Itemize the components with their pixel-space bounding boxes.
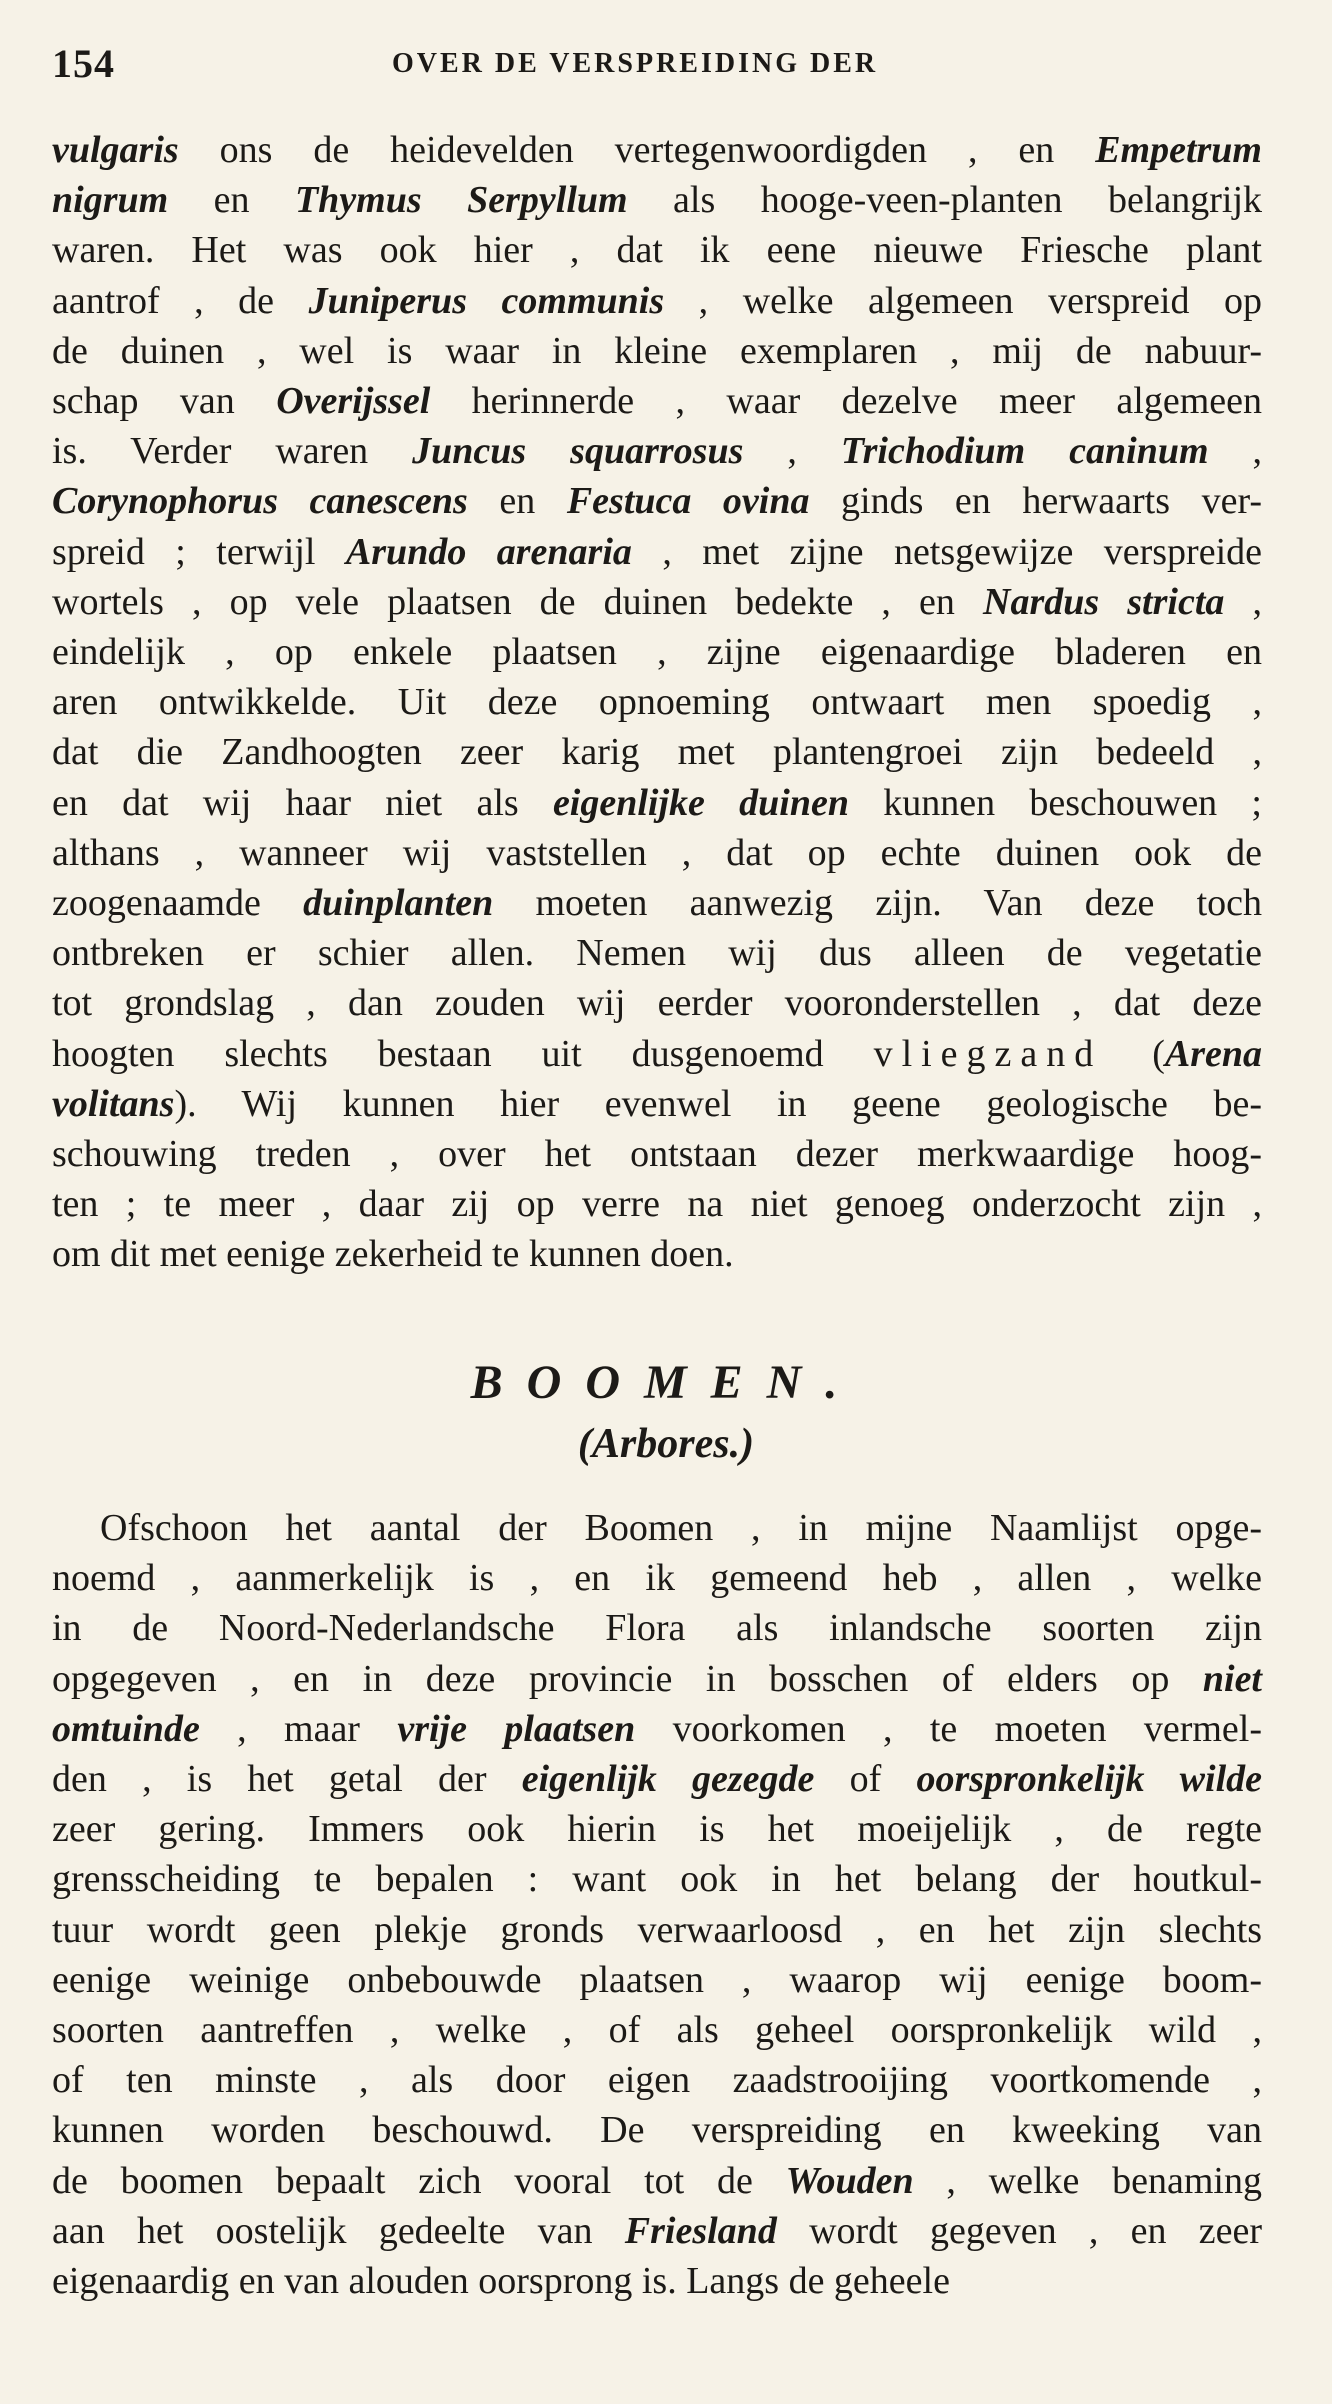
text-run: grensscheiding te bepalen : want ook in het belang der houtkul- — [52, 1858, 1262, 1901]
italic-term: omtuinde — [52, 1707, 200, 1750]
text-run: spreid ; terwijl — [52, 530, 346, 573]
text-line — [52, 476, 1262, 526]
italic-term: duinplanten — [303, 882, 494, 925]
text-run: in de Noord-Nederlandsche Flora als inlandsche soorten zijn — [52, 1607, 1262, 1650]
italic-term: volitans — [52, 1082, 175, 1125]
italic-term: Nardus stricta — [983, 580, 1225, 623]
paragraph-dune-vegetation — [52, 125, 1262, 1280]
text-run: , maar — [199, 1707, 398, 1750]
italic-term: nigrum — [52, 179, 169, 222]
text-run: , met zijne netsgewijze verspreide — [631, 530, 1262, 573]
italic-term: Arena — [1164, 1032, 1262, 1075]
text-line — [52, 1029, 1262, 1079]
italic-term: eigenlijk gezegde — [521, 1758, 815, 1801]
text-run: of ten minste , als door eigen zaadstrooijing voortkomende , — [52, 2059, 1262, 2102]
text-line — [52, 878, 1262, 928]
text-run: ontbreken er schier allen. Nemen wij dus alleen de vegetatie — [52, 932, 1262, 975]
paragraph-trees — [52, 1503, 1262, 2306]
text-run: eigenaardig en van alouden oorsprong is. Langs de geheele — [52, 2260, 950, 2303]
text-line — [52, 677, 1262, 727]
text-run: zeer gering. Immers ook hierin is het moeijelijk , de regte — [52, 1808, 1262, 1851]
text-line — [52, 2156, 1262, 2206]
text-line — [52, 778, 1262, 828]
text-run: opgegeven , en in deze provincie in bosschen of elders op — [52, 1657, 1203, 1700]
text-line — [52, 1129, 1262, 1179]
text-run: ons de heidevelden vertegenwoordigden , en — [178, 129, 1096, 171]
text-run: ten ; te meer , daar zij op verre na niet genoeg onderzocht zijn , — [52, 1183, 1262, 1226]
text-line — [52, 527, 1262, 577]
text-run: waren. Het was ook hier , dat ik eene nieuwe Friesche plant — [52, 229, 1262, 272]
text-line — [52, 1955, 1262, 2005]
text-run: en — [467, 480, 567, 523]
text-line — [52, 1704, 1262, 1754]
text-line — [52, 928, 1262, 978]
text-run: den , is het getal der — [52, 1758, 522, 1801]
text-run: schouwing treden , over het ontstaan dezer merkwaardige hoog- — [52, 1133, 1262, 1176]
text-run: om dit met eenige zekerheid te kunnen doen. — [52, 1233, 734, 1276]
section-subtitle: (Arbores.) — [577, 1421, 755, 1467]
text-run: wordt gegeven , en zeer — [776, 2209, 1262, 2252]
text-line — [52, 1229, 1262, 1279]
text-line — [52, 1553, 1262, 1603]
text-run: moeten aanwezig zijn. Van deze toch — [493, 882, 1263, 925]
text-line — [52, 1854, 1262, 1904]
text-line — [52, 1079, 1262, 1129]
text-line — [52, 426, 1262, 476]
text-run: of — [814, 1758, 917, 1801]
text-run: kunnen worden beschouwd. De verspreiding en kweeking van — [52, 2109, 1262, 2152]
italic-term: oorspronkelijk wilde — [916, 1758, 1262, 1801]
text-run: ginds en herwaarts ver- — [809, 480, 1262, 523]
italic-term: Thymus Serpyllum — [294, 179, 628, 222]
text-line — [52, 828, 1262, 878]
text-run: tot grondslag , dan zouden wij eerder vooronderstellen , dat deze — [52, 982, 1262, 1025]
text-run: schap van — [52, 380, 277, 423]
italic-term: Empetrum — [1095, 129, 1262, 171]
text-run: , — [1208, 430, 1263, 473]
text-line — [52, 577, 1262, 627]
text-line — [52, 627, 1262, 677]
text-run: aantrof , de — [52, 279, 309, 322]
text-run: de duinen , wel is waar in kleine exemplaren , mij de nabuur- — [52, 329, 1262, 372]
italic-term: eigenlijke duinen — [552, 781, 849, 824]
text-run: de boomen bepaalt zich vooral tot de — [52, 2159, 786, 2202]
text-run: aan het oostelijk gedeelte van — [52, 2209, 625, 2252]
text-line — [52, 1503, 1262, 1553]
text-run: en — [168, 179, 295, 222]
text-run: wortels , op vele plaatsen de duinen bedekte , en — [52, 580, 983, 623]
italic-term: Wouden — [785, 2159, 914, 2202]
text-run: , — [1224, 580, 1262, 623]
text-line — [52, 727, 1262, 777]
italic-term: Juncus squarrosus — [412, 430, 744, 473]
text-run: kunnen beschouwen ; — [848, 781, 1262, 824]
text-run: voorkomen , te moeten vermel- — [635, 1707, 1263, 1750]
text-run: noemd , aanmerkelijk is , en ik gemeend heb , allen , welke — [52, 1557, 1262, 1600]
text-line — [52, 225, 1262, 275]
italic-term: vrije plaatsen — [397, 1707, 636, 1750]
text-run: eindelijk , op enkele plaatsen , zijne eigenaardige bladeren en — [52, 631, 1262, 674]
italic-term: Overijssel — [276, 380, 431, 423]
text-run: althans , wanneer wij vaststellen , dat op echte duinen ook de — [52, 831, 1262, 874]
text-line — [52, 125, 1262, 175]
page-header — [52, 40, 1282, 92]
text-line — [52, 1804, 1262, 1854]
text-line — [52, 276, 1262, 326]
text-line — [52, 1654, 1262, 1704]
italic-term: Corynophorus canescens — [52, 480, 468, 523]
text-run: soorten aantreffen , welke , of als geheel oorspronkelijk wild , — [52, 2009, 1262, 2052]
text-line — [52, 376, 1262, 426]
text-run: eenige weinige onbebouwde plaatsen , waarop wij eenige boom- — [52, 1958, 1262, 2001]
text-line — [52, 1754, 1262, 1804]
text-run: zoogenaamde — [52, 882, 304, 925]
text-run: aren ontwikkelde. Uit deze opnoeming ontwaart men spoedig , — [52, 681, 1262, 724]
text-run: is. Verder waren — [52, 430, 413, 473]
text-run: , welke algemeen verspreid op — [664, 279, 1263, 322]
text-line — [52, 2206, 1262, 2256]
spaced-term: vliegzand — [873, 1032, 1103, 1075]
text-line — [52, 1179, 1262, 1229]
italic-term: Juniperus communis — [308, 279, 665, 322]
text-line — [52, 1905, 1262, 1955]
text-line — [52, 326, 1262, 376]
text-line — [52, 2256, 1262, 2306]
italic-term: niet — [1202, 1657, 1262, 1700]
text-run: Ofschoon het aantal der Boomen , in mijne Naamlijst opge- — [100, 1507, 1262, 1549]
text-run: en dat wij haar niet als — [52, 781, 553, 824]
text-line — [52, 1603, 1262, 1653]
text-line — [52, 175, 1262, 225]
text-run: tuur wordt geen plekje gronds verwaarloosd , en het zijn slechts — [52, 1908, 1262, 1951]
text-run: , — [743, 430, 841, 473]
text-run: hoogten slechts bestaan uit dusgenoemd — [52, 1032, 874, 1075]
italic-term: Trichodium caninum — [840, 430, 1209, 473]
text-run: ). Wij kunnen hier evenwel in geene geologische be- — [174, 1082, 1262, 1125]
text-run: als hooge-veen-planten belangrijk — [627, 179, 1263, 222]
running-head: OVER DE VERSPREIDING DER — [392, 48, 879, 79]
text-line — [52, 2055, 1262, 2105]
italic-term: Festuca ovina — [566, 480, 810, 523]
text-run: , welke benaming — [913, 2159, 1262, 2202]
text-run: ( — [1102, 1032, 1165, 1075]
text-line — [52, 978, 1262, 1028]
text-line — [52, 2005, 1262, 2055]
page-number: 154 — [52, 41, 115, 86]
italic-term: vulgaris — [52, 129, 179, 171]
text-run: dat die Zandhoogten zeer karig met plantengroei zijn bedeeld , — [52, 731, 1262, 774]
italic-term: Friesland — [624, 2209, 777, 2252]
italic-term: Arundo arenaria — [345, 530, 632, 573]
text-run: herinnerde , waar dezelve meer algemeen — [430, 380, 1262, 423]
section-title: BOOMEN. — [470, 1356, 862, 1409]
text-line — [52, 2105, 1262, 2155]
